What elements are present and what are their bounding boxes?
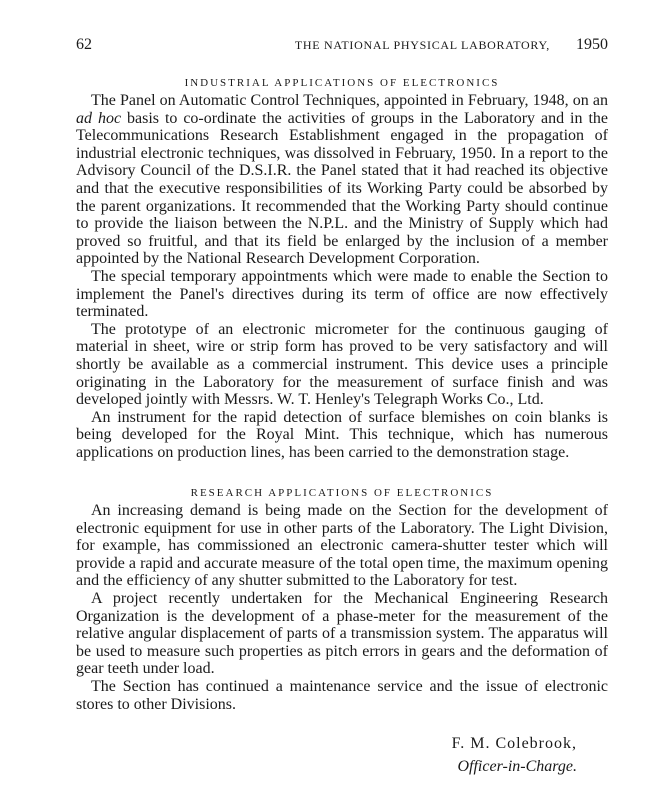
signature-role: Officer-in-Charge. — [457, 758, 577, 775]
section-heading-industrial: INDUSTRIAL APPLICATIONS OF ELECTRONICS — [184, 77, 500, 89]
emphasis-text: ad hoc — [76, 109, 122, 127]
page-number: 62 — [76, 36, 92, 53]
paragraph: The special temporary appointments which were made to enable the Section to implement the Panel's directives during its term of office are now effectively terminated. — [76, 267, 608, 321]
paragraph: An instrument for the rapid detection of surface blemishes on coin blanks is being developed for the Royal Mint. This technique, which has numerous applications on production lines, has been carried to the demonstration stage. — [76, 408, 608, 461]
paragraph: An increasing demand is being made on the Section for the development of electronic equipment for use in other parts of the Laboratory. The Light Division, for example, has commissioned an electronic camera-shutter tester which will provide a rapid and accurate measure of the total open time, the maximum opening and the efficiency of any shutter submitted to the Laboratory for test. — [76, 502, 608, 590]
section-body-industrial — [76, 92, 608, 461]
paragraph: The prototype of an electronic micrometer for the continuous gauging of material in sheet, wire or strip form has proved to be very satisfactory and will shortly be available as a commercial instrument. This device uses a principle originating in the Laboratory for the measurement of surface finish and was developed jointly with Messrs. W. T. Henley's Telegraph Works Co., Ltd. — [76, 320, 608, 409]
signature-name: F. M. Colebrook, — [451, 735, 577, 752]
signature-block — [452, 733, 577, 777]
section-body-research — [76, 502, 608, 713]
paragraph: The Section has continued a maintenance service and the issue of electronic stores to other Divisions. — [76, 677, 608, 713]
running-title: THE NATIONAL PHYSICAL LABORATORY, — [294, 38, 550, 52]
paragraph: A project recently undertaken for the Mechanical Engineering Research Organization is the development of a phase-meter for the measurement of the relative angular displacement of parts of a transmission system. The apparatus will be used to measure such properties as pitch errors in gears and the deformation of gear teeth under load. — [76, 589, 608, 678]
paragraph — [76, 92, 608, 268]
section-heading-research: RESEARCH APPLICATIONS OF ELECTRONICS — [190, 487, 494, 499]
running-year: 1950 — [576, 36, 608, 53]
paragraph-text-end: basis to co-ordinate the activities of groups in the Laboratory and in the Telecommunications Research Establishment engaged in the propagation of industrial electronic techniques, was dissolved in February, 1950. In a report to the Advisory Council of the D.S.I.R. the Panel stated that it had reached its objective and that the executive responsibilities of its Working Party could be absorbed by the parent organizations. It recommended that the Working Party should continue to provide the liaison between the N.P.L. and the Ministry of Supply which had proved so fruitful, and that its field be enlarged by the inclusion of a member appointed by the National Research Development Corporation. — [76, 109, 608, 268]
paragraph-text-start: The Panel on Automatic Control Techniques, appointed in February, 1948, on an — [91, 92, 608, 109]
running-head — [76, 36, 608, 56]
